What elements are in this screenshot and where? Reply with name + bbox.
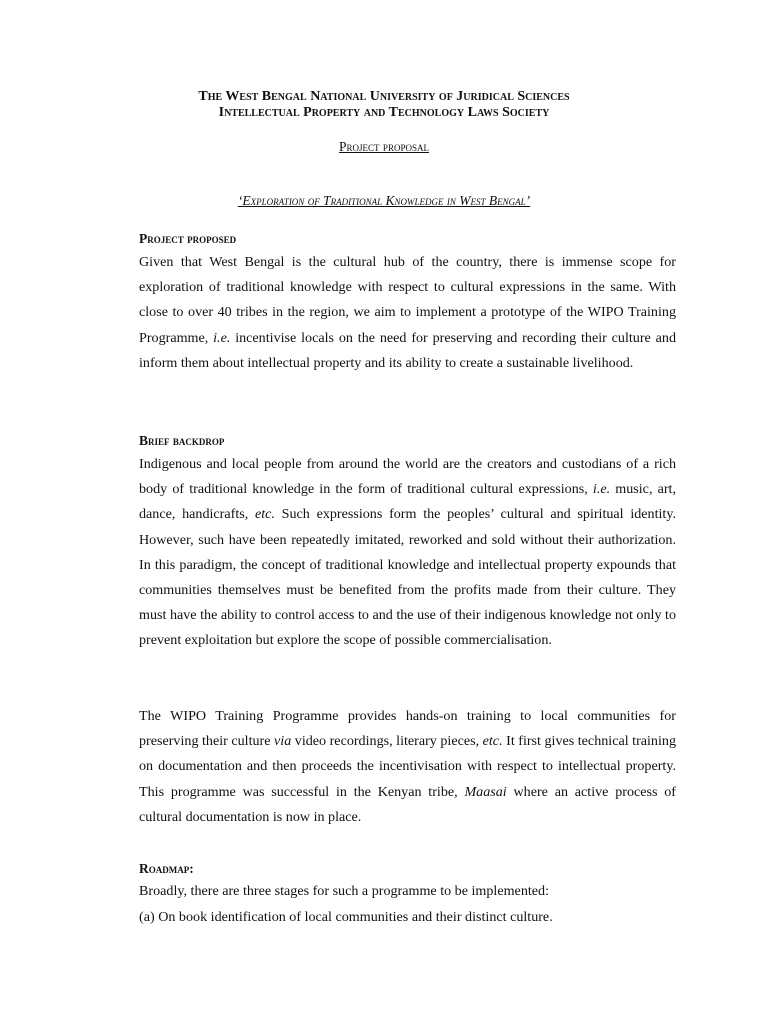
section-heading-project-proposed: Project proposed	[139, 231, 237, 246]
university-name: The West Bengal National University of Juridical Sciences	[198, 89, 570, 104]
roadmap-intro: Broadly, there are three stages for such a programme to be implemented:	[139, 883, 549, 899]
project-proposed-paragraph: Given that West Bengal is the cultural hub of the country, there is immense scope for exploration of traditional knowledge with respect to cultural expressions in the same. With close to over 40 tribes in the region, we aim to implement a prototype of the WIPO Training Programme, i.e. incentivise locals on the need for preserving and recording their culture and inform them about intellectual property and its ability to create a sustainable livelihood.	[139, 254, 676, 371]
society-name: Intellectual Property and Technology Laws Society	[218, 105, 550, 120]
brief-backdrop-paragraph-1: Indigenous and local people from around the world are the creators and custodians of a rich body of traditional knowledge in the form of traditional cultural expressions, i.e. music, art, dance, handicrafts, etc. Such expressions form the peoples’ cultural and spiritual identity. However, such have been repeatedly imitated, reworked and sold without their authorization. In this paradigm, the concept of traditional knowledge and intellectual property expounds that communities themselves must be benefited from the profits made from their culture. They must have the ability to control access to and the use of their indigenous knowledge not only to prevent exploitation but explore the scope of possible commercialisation.	[139, 456, 676, 649]
roadmap-list-item	[139, 905, 676, 930]
list-item-text: On book identification of local communities and their distinct culture.	[158, 909, 553, 925]
project-title: ‘Exploration of Traditional Knowledge in West Bengal’	[237, 193, 531, 208]
document-type: Project proposal	[339, 139, 429, 154]
section-heading-roadmap: Roadmap:	[139, 861, 194, 876]
list-marker: (a)	[139, 909, 155, 925]
brief-backdrop-paragraph-2: The WIPO Training Programme provides hands-on training to local communities for preserving their culture via video recordings, literary pieces, etc. It first gives technical training on documentation and then proceeds the incentivisation with respect to intellectual property. This programme was successful in the Kenyan tribe, Maasai where an active process of cultural documentation is now in place.	[139, 708, 676, 825]
section-heading-brief-backdrop: Brief backdrop	[139, 433, 225, 448]
